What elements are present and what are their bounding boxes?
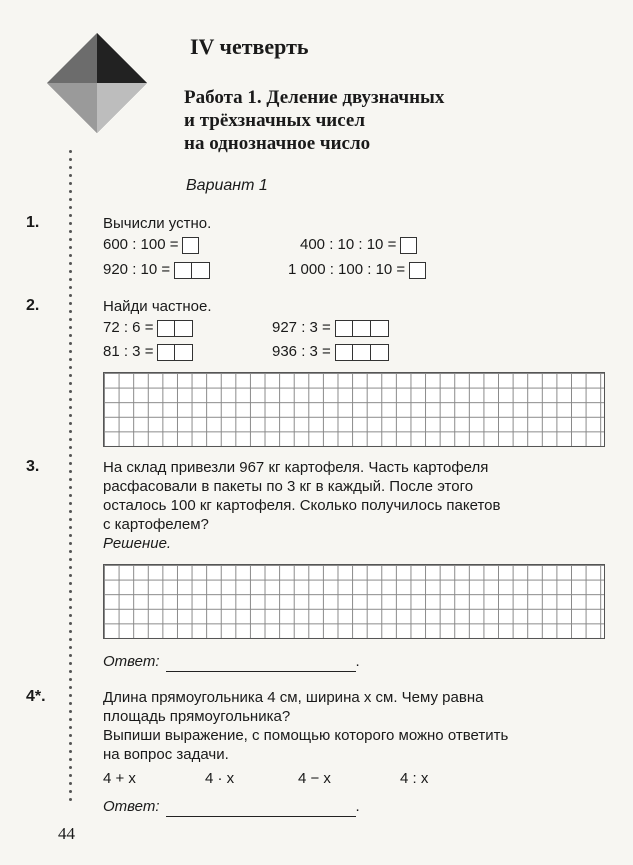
- binding-dot: [69, 718, 72, 721]
- task4-line-4: на вопрос задачи.: [103, 746, 229, 763]
- binding-dot: [69, 654, 72, 657]
- binding-dot: [69, 766, 72, 769]
- answer-box[interactable]: [400, 237, 417, 254]
- binding-dot: [69, 350, 72, 353]
- binding-dot: [69, 638, 72, 641]
- answer-box[interactable]: [182, 237, 199, 254]
- task1-expr-c-text: 920 : 10 =: [103, 261, 171, 278]
- binding-dot: [69, 382, 72, 385]
- binding-dot: [69, 414, 72, 417]
- binding-dot: [69, 582, 72, 585]
- binding-dot: [69, 646, 72, 649]
- binding-dot: [69, 534, 72, 537]
- binding-dot: [69, 318, 72, 321]
- binding-dot: [69, 694, 72, 697]
- binding-dot: [69, 214, 72, 217]
- task3-line-2: расфасовали в пакеты по 3 кг в каждый. После этого: [103, 478, 474, 495]
- task3-text: [103, 458, 608, 553]
- page-number: 44: [58, 824, 75, 843]
- binding-dot: [69, 406, 72, 409]
- binding-dot: [69, 430, 72, 433]
- binding-dot: [69, 358, 72, 361]
- binding-dot: [69, 742, 72, 745]
- quarter-heading: IV четверть: [190, 34, 309, 59]
- task3-line-3: осталось 100 кг картофеля. Сколько получилось пакетов: [103, 497, 501, 514]
- binding-dot: [69, 158, 72, 161]
- task4-text: [103, 688, 608, 764]
- task2-expr-d: [272, 343, 389, 361]
- binding-dot: [69, 446, 72, 449]
- task1-prompt: Вычисли устно.: [103, 215, 212, 232]
- task2-expr-a-text: 72 : 6 =: [103, 319, 154, 336]
- binding-dot: [69, 286, 72, 289]
- binding-dot: [69, 518, 72, 521]
- binding-dot: [69, 726, 72, 729]
- binding-dot: [69, 678, 72, 681]
- task1-number: 1.: [26, 214, 40, 231]
- binding-dot: [69, 206, 72, 209]
- task1-expr-a: [103, 236, 199, 254]
- binding-dot: [69, 270, 72, 273]
- answer-box[interactable]: [157, 320, 193, 337]
- binding-dot: [69, 166, 72, 169]
- binding-dot: [69, 262, 72, 265]
- task4-option-4[interactable]: 4 : x: [400, 770, 429, 787]
- binding-dot: [69, 566, 72, 569]
- answer-line[interactable]: [166, 652, 356, 672]
- work-title-line-2: и трёхзначных чисел: [184, 110, 366, 131]
- task3-line-4: с картофелем?: [103, 516, 209, 533]
- binding-dot: [69, 294, 72, 297]
- binding-dot: [69, 462, 72, 465]
- binding-dot: [69, 630, 72, 633]
- binding-dot: [69, 478, 72, 481]
- task3-solution-grid[interactable]: [103, 564, 605, 639]
- answer-label: Ответ:: [103, 798, 160, 815]
- binding-dot: [69, 470, 72, 473]
- task4-number: 4*.: [26, 688, 46, 705]
- work-title-line-3: на однозначное число: [184, 133, 371, 154]
- task1-expr-b-text: 400 : 10 : 10 =: [300, 236, 397, 253]
- binding-dot: [69, 542, 72, 545]
- task4-line-1: Длина прямоугольника 4 см, ширина x см. Чему равна: [103, 689, 484, 706]
- binding-dot: [69, 622, 72, 625]
- task4-option-3[interactable]: 4 − x: [298, 770, 331, 787]
- binding-dot: [69, 390, 72, 393]
- binding-dot: [69, 366, 72, 369]
- binding-dot: [69, 606, 72, 609]
- binding-dot: [69, 398, 72, 401]
- task2-expr-b: [272, 319, 389, 337]
- binding-dot: [69, 486, 72, 489]
- corner-triangle-decoration: [42, 28, 152, 138]
- binding-dot: [69, 454, 72, 457]
- binding-dot: [69, 422, 72, 425]
- binding-dot: [69, 438, 72, 441]
- solution-label: Решение.: [103, 535, 172, 552]
- answer-line[interactable]: [166, 797, 356, 817]
- answer-box[interactable]: [157, 344, 193, 361]
- work-title: [184, 86, 544, 155]
- binding-dot: [69, 254, 72, 257]
- task3-number: 3.: [26, 458, 40, 475]
- task2-expr-c-text: 81 : 3 =: [103, 343, 154, 360]
- binding-dot: [69, 550, 72, 553]
- task1-expr-d: [288, 261, 426, 279]
- task2-work-grid[interactable]: [103, 372, 605, 447]
- binding-dot: [69, 710, 72, 713]
- task2-expr-a: [103, 319, 193, 337]
- spiral-binding-dots: [65, 150, 75, 820]
- binding-dot: [69, 598, 72, 601]
- task2-expr-d-text: 936 : 3 =: [272, 343, 331, 360]
- binding-dot: [69, 334, 72, 337]
- task3-answer: Ответ: .: [103, 653, 360, 670]
- binding-dot: [69, 758, 72, 761]
- binding-dot: [69, 614, 72, 617]
- answer-box[interactable]: [335, 320, 389, 337]
- binding-dot: [69, 590, 72, 593]
- binding-dot: [69, 734, 72, 737]
- binding-dot: [69, 310, 72, 313]
- answer-box[interactable]: [409, 262, 426, 279]
- binding-dot: [69, 502, 72, 505]
- task1-expr-c: [103, 261, 210, 279]
- binding-dot: [69, 574, 72, 577]
- task4-line-3: Выпиши выражение, с помощью которого можно ответить: [103, 727, 509, 744]
- binding-dot: [69, 798, 72, 801]
- answer-box[interactable]: [174, 262, 210, 279]
- binding-dot: [69, 782, 72, 785]
- binding-dot: [69, 702, 72, 705]
- task2-expr-b-text: 927 : 3 =: [272, 319, 331, 336]
- binding-dot: [69, 774, 72, 777]
- binding-dot: [69, 182, 72, 185]
- binding-dot: [69, 246, 72, 249]
- binding-dot: [69, 750, 72, 753]
- binding-dot: [69, 526, 72, 529]
- task2-prompt: Найди частное.: [103, 298, 212, 315]
- binding-dot: [69, 374, 72, 377]
- task2-number: 2.: [26, 297, 40, 314]
- binding-dot: [69, 670, 72, 673]
- answer-label: Ответ:: [103, 653, 160, 670]
- task1-expr-a-text: 600 : 100 =: [103, 236, 179, 253]
- binding-dot: [69, 302, 72, 305]
- task4-line-2: площадь прямоугольника?: [103, 708, 291, 725]
- variant-label: Вариант 1: [186, 177, 268, 194]
- task4-answer: Ответ: .: [103, 798, 360, 815]
- work-title-line-1: Работа 1. Деление двузначных: [184, 87, 445, 108]
- binding-dot: [69, 222, 72, 225]
- binding-dot: [69, 278, 72, 281]
- task1-expr-b: [300, 236, 417, 254]
- binding-dot: [69, 174, 72, 177]
- binding-dot: [69, 510, 72, 513]
- binding-dot: [69, 686, 72, 689]
- binding-dot: [69, 326, 72, 329]
- binding-dot: [69, 190, 72, 193]
- binding-dot: [69, 230, 72, 233]
- binding-dot: [69, 790, 72, 793]
- binding-dot: [69, 342, 72, 345]
- binding-dot: [69, 494, 72, 497]
- task4-option-2[interactable]: 4 · x: [205, 770, 235, 787]
- task3-line-1: На склад привезли 967 кг картофеля. Часть картофеля: [103, 459, 489, 476]
- answer-box[interactable]: [335, 344, 389, 361]
- task1-expr-d-text: 1 000 : 100 : 10 =: [288, 261, 406, 278]
- binding-dot: [69, 558, 72, 561]
- binding-dot: [69, 198, 72, 201]
- binding-dot: [69, 150, 72, 153]
- task2-expr-c: [103, 343, 193, 361]
- task4-option-1[interactable]: 4 + x: [103, 770, 136, 787]
- binding-dot: [69, 662, 72, 665]
- binding-dot: [69, 238, 72, 241]
